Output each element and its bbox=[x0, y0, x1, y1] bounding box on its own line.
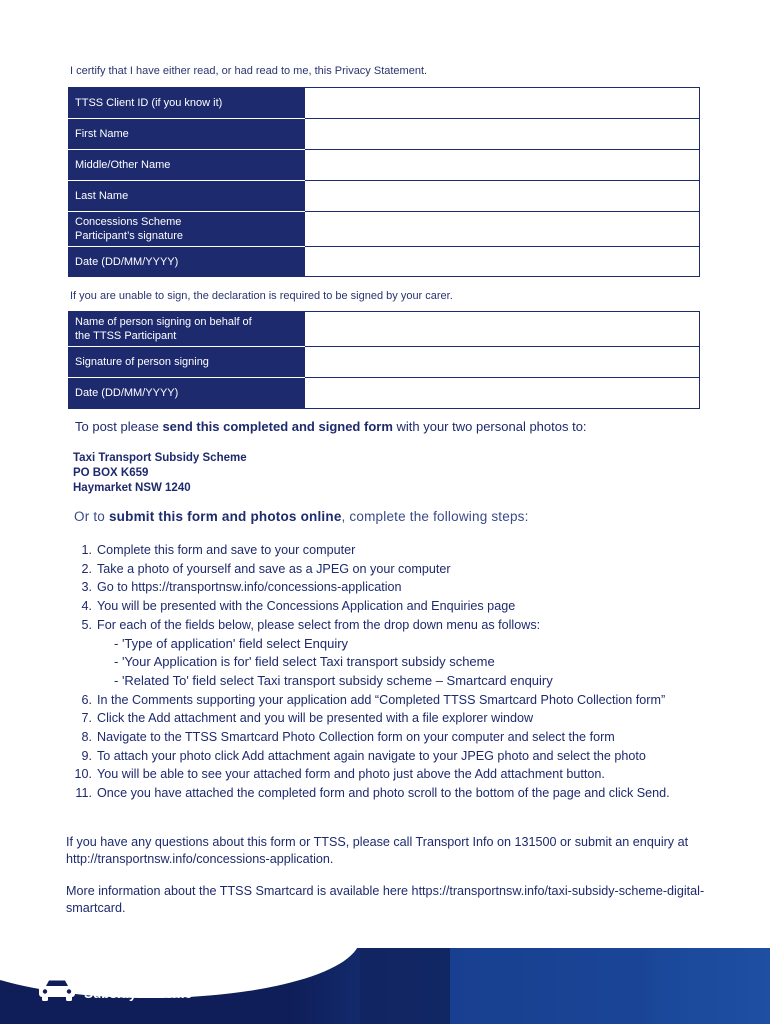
step-item bbox=[66, 709, 756, 728]
date-label: Date (DD/MM/YYYY) bbox=[69, 247, 305, 277]
middle-name-field[interactable] bbox=[305, 150, 700, 181]
carer-date-label: Date (DD/MM/YYYY) bbox=[69, 378, 305, 409]
substep-item: - 'Related To' field select Taxi transport subsidy scheme – Smartcard enquiry bbox=[114, 672, 553, 688]
step-text: Once you have attached the completed form and photo scroll to the bottom of the page and click Send. bbox=[97, 786, 670, 801]
online-post: , complete the following steps: bbox=[341, 509, 529, 524]
step-text: Complete this form and save to your computer bbox=[97, 543, 356, 557]
online-bold-1: submit this form bbox=[108, 509, 218, 524]
step-text: For each of the fields below, please select from the drop down menu as follows: bbox=[97, 617, 541, 632]
participant-signature-label-line1: Concessions Scheme bbox=[75, 216, 182, 228]
step-item bbox=[66, 747, 756, 766]
step-text: In the Comments supporting your application add “Completed TTSS Smartcard Photo Collection form” bbox=[97, 692, 666, 707]
carer-name-field[interactable] bbox=[305, 312, 700, 347]
last-name-label: Last Name bbox=[69, 181, 305, 212]
step-item bbox=[66, 541, 756, 560]
step-item bbox=[66, 560, 756, 579]
carer-name-label bbox=[69, 312, 305, 347]
client-id-field[interactable] bbox=[305, 88, 700, 119]
step-item bbox=[66, 784, 756, 803]
online-pre: Or to bbox=[74, 509, 109, 524]
step-text: You will be able to see your attached form and photo just above the Add attachment button. bbox=[97, 767, 605, 782]
online-instructions-heading bbox=[74, 509, 529, 524]
client-id-label: TTSS Client ID (if you know it) bbox=[69, 88, 305, 119]
more-info-text: More information about the TTSS Smartcard is available here https://transportnsw.info/taxi-subsidy-scheme-digital-smartcard. bbox=[66, 884, 705, 915]
step-number: 5. bbox=[81, 617, 92, 632]
online-mid: and bbox=[217, 509, 251, 524]
step-item bbox=[66, 578, 756, 597]
taxi-icon bbox=[38, 972, 76, 1002]
last-name-field[interactable] bbox=[305, 181, 700, 212]
logo-line-2: Subsidy Scheme bbox=[84, 986, 193, 1001]
step-text: Click the Add attachment and you will be presented with a file explorer window bbox=[97, 711, 534, 726]
date-field[interactable] bbox=[305, 247, 700, 277]
step-number: 1. bbox=[81, 543, 92, 557]
carer-details-table bbox=[68, 311, 700, 409]
substep-item: - 'Your Application is for' field select Taxi transport subsidy scheme bbox=[114, 654, 495, 670]
carer-note: If you are unable to sign, the declaration is required to be signed by your carer. bbox=[70, 290, 453, 302]
participant-signature-field[interactable] bbox=[305, 212, 700, 247]
footer-banner bbox=[0, 948, 770, 1024]
post-instructions bbox=[75, 419, 587, 434]
carer-name-label-line2: the TTSS Participant bbox=[75, 330, 177, 342]
step-item bbox=[66, 691, 756, 710]
step-text: Take a photo of yourself and save as a JPEG on your computer bbox=[97, 561, 451, 576]
step-number: 7. bbox=[81, 711, 92, 726]
post-instructions-pre: To post please bbox=[75, 419, 163, 434]
questions-text: If you have any questions about this form or TTSS, please call Transport Info on 131500 or submit an enquiry at http://transportnsw.info/concessions-application. bbox=[66, 835, 689, 866]
carer-signature-field[interactable] bbox=[305, 347, 700, 378]
ttss-logo bbox=[38, 972, 192, 1002]
privacy-certify-text: I certify that I have either read, or had read to me, this Privacy Statement. bbox=[70, 65, 428, 77]
address-line-3: Haymarket NSW 1240 bbox=[73, 482, 191, 494]
step-item bbox=[66, 597, 756, 616]
first-name-label: First Name bbox=[69, 119, 305, 150]
online-bold-2: photos online bbox=[250, 509, 342, 524]
substep-item: - 'Type of application' field select Enquiry bbox=[114, 635, 349, 651]
address-line-2: PO BOX K659 bbox=[73, 467, 149, 479]
footer-dark-band bbox=[360, 948, 450, 1024]
footer-light-band bbox=[450, 948, 650, 1024]
middle-name-label: Middle/Other Name bbox=[69, 150, 305, 181]
step-text: Go to https://transportnsw.info/concessions-application bbox=[97, 580, 402, 595]
step-number: 3. bbox=[81, 580, 92, 595]
step-number: 9. bbox=[81, 748, 92, 763]
step-number: 10. bbox=[74, 767, 92, 782]
participant-details-table bbox=[68, 87, 700, 277]
participant-signature-label-line2: Participant’s signature bbox=[75, 230, 184, 242]
step-number: 6. bbox=[81, 692, 92, 707]
participant-signature-label bbox=[69, 212, 305, 247]
logo-text bbox=[84, 973, 192, 1001]
step-text: To attach your photo click Add attachment again navigate to your JPEG photo and select the photo bbox=[97, 748, 646, 763]
post-instructions-bold: send this completed and signed form bbox=[162, 419, 393, 434]
step-number: 8. bbox=[81, 730, 92, 745]
step-number: 4. bbox=[81, 599, 92, 614]
step-item bbox=[66, 765, 756, 784]
address-line-1: Taxi Transport Subsidy Scheme bbox=[73, 452, 247, 464]
step-item bbox=[66, 728, 756, 747]
carer-signature-label: Signature of person signing bbox=[69, 347, 305, 378]
post-instructions-post: with your two personal photos to: bbox=[392, 419, 587, 434]
step-text: You will be presented with the Concessions Application and Enquiries page bbox=[97, 599, 516, 614]
step-number: 2. bbox=[81, 561, 92, 576]
online-steps-list bbox=[66, 541, 756, 803]
postal-address bbox=[73, 451, 247, 496]
step-number: 11. bbox=[75, 786, 92, 801]
step-text: Navigate to the TTSS Smartcard Photo Collection form on your computer and select the form bbox=[97, 730, 615, 745]
step-item bbox=[66, 616, 756, 635]
carer-name-label-line1: Name of person signing on behalf of bbox=[75, 316, 252, 328]
first-name-field[interactable] bbox=[305, 119, 700, 150]
carer-date-field[interactable] bbox=[305, 378, 700, 409]
logo-line-1: Taxi Transport bbox=[84, 972, 177, 987]
